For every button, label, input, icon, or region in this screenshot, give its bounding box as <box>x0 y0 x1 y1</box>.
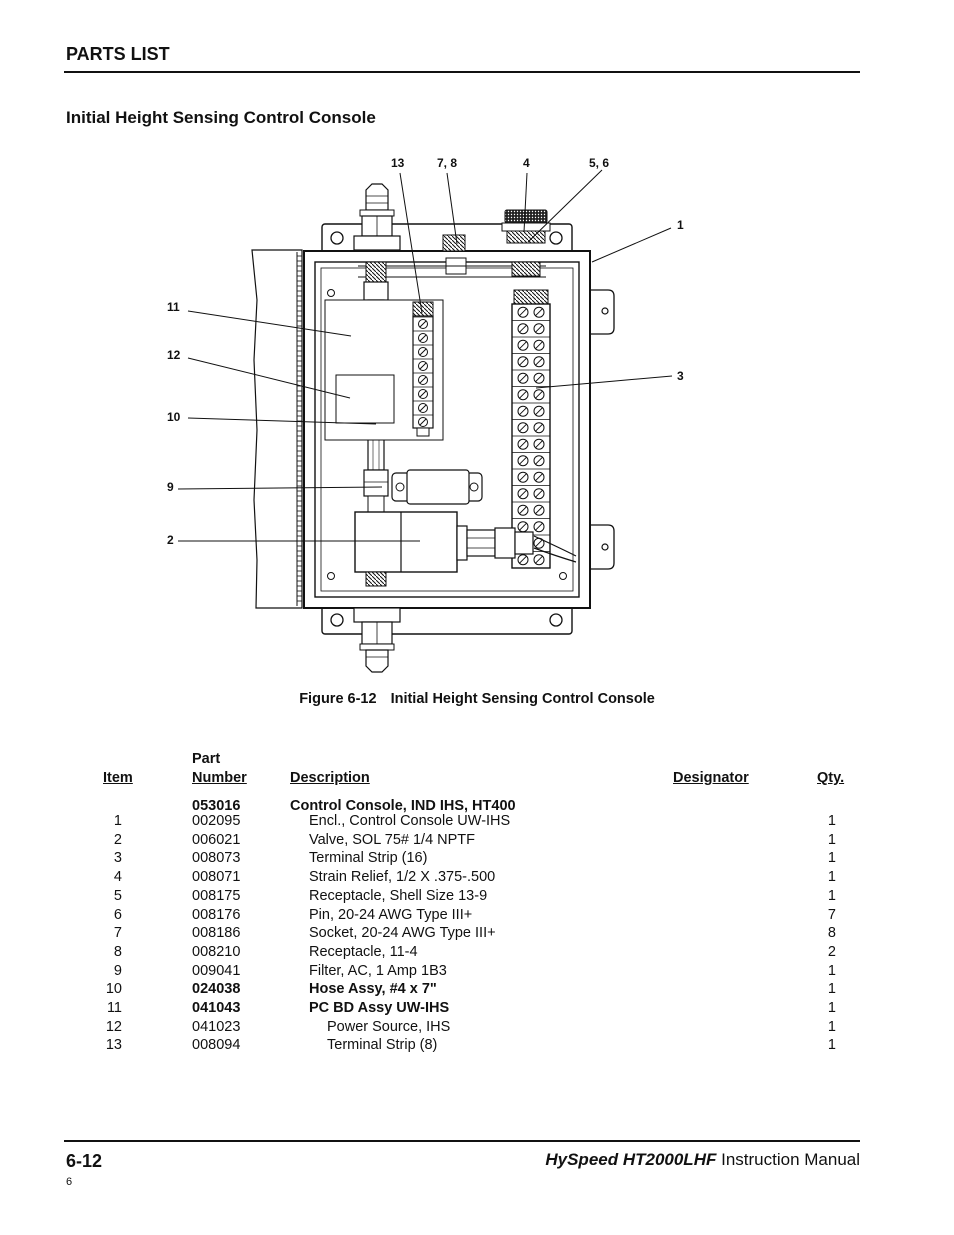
table-row <box>0 888 954 907</box>
description-cell: Socket, 20-24 AWG Type III+ <box>309 925 496 942</box>
col-header-designator: Designator <box>673 770 749 786</box>
table-row <box>0 944 954 963</box>
item-cell: 11 <box>106 1000 122 1016</box>
table-row <box>0 869 954 888</box>
description-cell: Receptacle, 11-4 <box>309 943 418 960</box>
description-cell: Receptacle, Shell Size 13-9 <box>309 887 488 904</box>
item-cell: 8 <box>113 943 122 960</box>
table-row <box>0 1000 954 1019</box>
mount-hole-icon <box>550 232 562 244</box>
callout-label: 4 <box>523 156 530 170</box>
callout-label: 13 <box>391 156 405 170</box>
part-number-cell: 024038 <box>192 981 241 998</box>
assembly-description: Control Console, IND IHS, HT400 <box>290 798 516 814</box>
table-row <box>0 925 954 944</box>
col-header-qty: Qty. <box>817 770 845 786</box>
table-row <box>0 981 954 1000</box>
item-cell: 4 <box>113 869 122 886</box>
qty-cell: 2 <box>827 943 836 960</box>
item-cell: 3 <box>113 850 122 867</box>
part-number-cell: 008071 <box>192 869 241 886</box>
part-number-cell: 008186 <box>192 925 241 942</box>
col-header-description: Description <box>290 770 370 786</box>
mount-hole-icon <box>331 232 343 244</box>
qty-cell: 1 <box>827 887 836 904</box>
col-header-part-number: Number <box>192 770 247 786</box>
description-cell: Valve, SOL 75# 1/4 NPTF <box>309 831 476 848</box>
table-row <box>0 907 954 926</box>
table-row <box>0 1037 954 1056</box>
table-row <box>0 1019 954 1038</box>
callout-label: 5, 6 <box>589 156 610 170</box>
part-number-cell: 006021 <box>192 831 241 848</box>
section-header: PARTS LIST <box>66 44 170 64</box>
table-row <box>0 813 954 832</box>
qty-cell: 1 <box>827 981 836 998</box>
qty-cell: 1 <box>827 813 836 829</box>
col-header-part-top: Part <box>192 751 221 767</box>
callout-label: 12 <box>167 348 181 362</box>
qty-cell: 1 <box>827 1018 836 1035</box>
description-cell: Terminal Strip (16) <box>309 850 428 867</box>
description-cell: Power Source, IHS <box>327 1018 451 1035</box>
part-number-cell: 008094 <box>192 1037 241 1054</box>
item-cell: 6 <box>113 906 122 923</box>
item-cell: 1 <box>113 813 122 829</box>
callout-label: 1 <box>677 218 684 232</box>
item-cell: 7 <box>113 925 122 942</box>
description-cell: Encl., Control Console UW-IHS <box>309 813 511 829</box>
callout-label: 2 <box>167 533 174 547</box>
power-source <box>336 375 394 423</box>
part-number-cell: 008210 <box>192 943 241 960</box>
mount-hole-icon <box>331 614 343 626</box>
part-number-cell: 008073 <box>192 850 241 867</box>
qty-cell: 8 <box>827 925 836 942</box>
item-cell: 13 <box>105 1037 122 1054</box>
table-row <box>0 832 954 851</box>
qty-cell: 1 <box>827 1000 836 1016</box>
part-number-cell: 041043 <box>192 1000 241 1016</box>
part-number-cell: 008176 <box>192 906 241 923</box>
terminal-strip-16 <box>512 290 550 568</box>
hose-fitting-top <box>354 184 400 250</box>
figure-caption <box>0 691 954 707</box>
qty-cell: 1 <box>827 869 836 886</box>
qty-cell: 1 <box>827 850 836 867</box>
part-number-cell: 002095 <box>192 813 241 829</box>
small-page-number: 6 <box>66 1176 73 1188</box>
hose-fitting-bottom <box>354 608 400 672</box>
table-row <box>0 963 954 982</box>
description-cell: Strain Relief, 1/2 X .375-.500 <box>309 869 496 886</box>
item-cell: 9 <box>113 962 122 979</box>
part-number-cell: 009041 <box>192 962 241 979</box>
manual-title <box>545 1150 860 1170</box>
assembly-part: 053016 <box>192 798 241 814</box>
terminal-strip-8 <box>413 302 433 436</box>
description-cell: Terminal Strip (8) <box>327 1037 438 1054</box>
description-cell: Hose Assy, #4 x 7" <box>309 981 437 998</box>
col-header-item: Item <box>103 770 133 786</box>
callout-label: 7, 8 <box>437 156 458 170</box>
figure-number: Figure 6-12 <box>299 691 377 707</box>
page-number: 6-12 <box>66 1151 103 1171</box>
callout-label: 3 <box>677 369 684 383</box>
footer-rule <box>64 1140 860 1142</box>
part-number-cell: 008175 <box>192 887 241 904</box>
manual-label: Instruction Manual <box>721 1150 860 1169</box>
callout-label: 9 <box>167 480 174 494</box>
table-row <box>0 850 954 869</box>
part-number-cell: 041023 <box>192 1018 241 1035</box>
description-cell: Filter, AC, 1 Amp 1B3 <box>309 962 447 979</box>
qty-cell: 7 <box>827 906 836 923</box>
item-cell: 10 <box>105 981 122 998</box>
item-cell: 12 <box>105 1018 122 1035</box>
page-subtitle: Initial Height Sensing Control Console <box>66 108 376 127</box>
side-tabs <box>590 290 614 569</box>
description-cell: PC BD Assy UW-IHS <box>309 1000 450 1016</box>
filter <box>392 470 482 504</box>
qty-cell: 1 <box>827 962 836 979</box>
callout-label: 10 <box>167 410 181 424</box>
description-cell: Pin, 20-24 AWG Type III+ <box>309 906 473 923</box>
callout-label: 11 <box>167 300 180 314</box>
item-cell: 2 <box>113 831 122 848</box>
mount-hole-icon <box>550 614 562 626</box>
mounting-column <box>252 250 302 608</box>
qty-cell: 1 <box>827 831 836 848</box>
figure-caption-text: Initial Height Sensing Control Console <box>390 691 655 707</box>
product-brand: HySpeed HT2000LHF <box>545 1150 717 1169</box>
qty-cell: 1 <box>827 1037 836 1054</box>
item-cell: 5 <box>113 887 122 904</box>
